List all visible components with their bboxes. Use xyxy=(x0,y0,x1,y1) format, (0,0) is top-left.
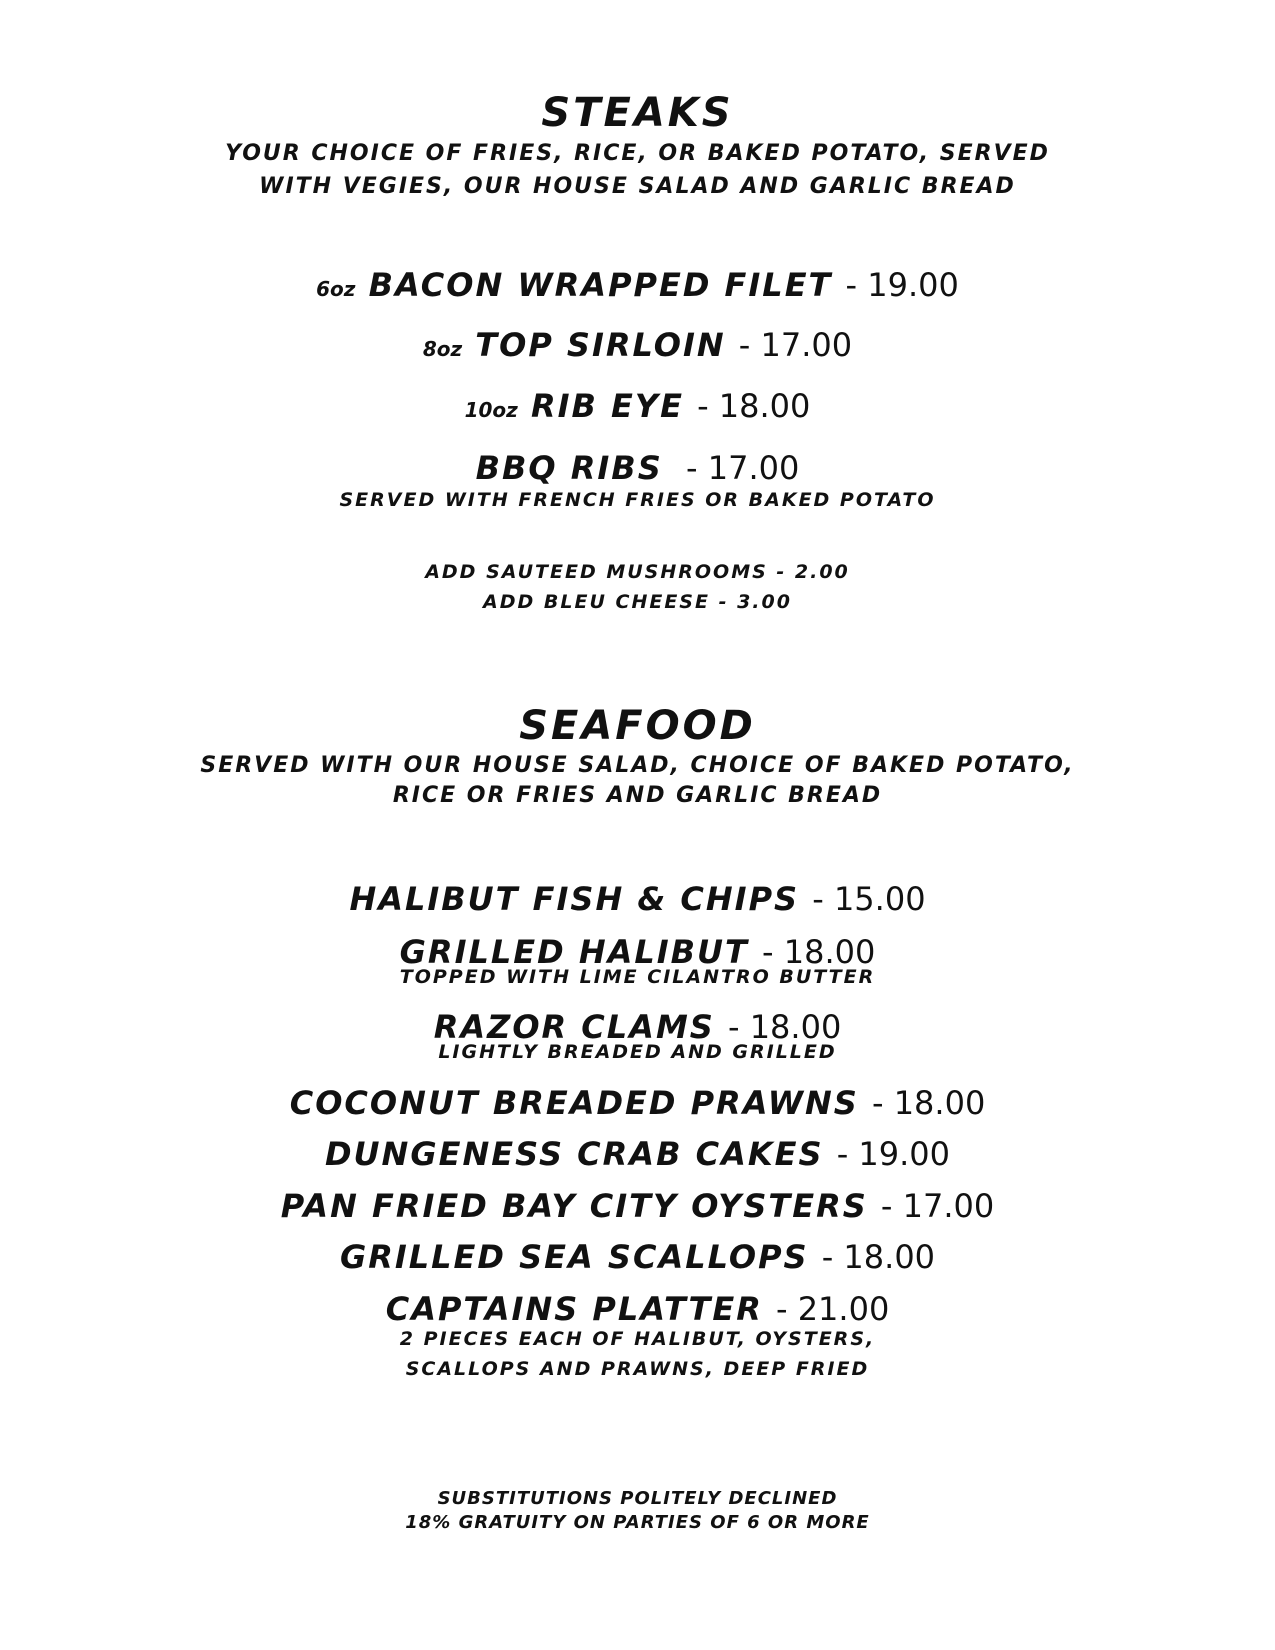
item-name: DUNGENESS CRAB CAKES xyxy=(324,1135,824,1173)
bbq-ribs-description: SERVED WITH FRENCH FRIES OR BAKED POTATO xyxy=(339,489,936,511)
menu-item-bbq-ribs xyxy=(0,448,1275,488)
item-name: PAN FRIED BAY CITY OYSTERS xyxy=(280,1187,868,1225)
item-size: 10oz xyxy=(464,398,518,422)
razor-clams-description: LIGHTLY BREADED AND GRILLED xyxy=(438,1041,837,1063)
addon-bleu-cheese: ADD BLEU CHEESE - 3.00 xyxy=(483,591,792,613)
footer-substitutions: SUBSTITUTIONS POLITELY DECLINED xyxy=(437,1488,838,1509)
menu-item-bacon-wrapped-filet xyxy=(0,265,1275,309)
steaks-title: STEAKS xyxy=(541,90,734,136)
item-name: TOP SIRLOIN xyxy=(475,326,726,364)
seafood-description-line-1: SERVED WITH OUR HOUSE SALAD, CHOICE OF BAKED POTATO, xyxy=(200,753,1075,778)
menu-item-coconut-breaded-prawns xyxy=(0,1083,1275,1123)
item-name: GRILLED HALIBUT xyxy=(399,933,749,971)
item-price: - 18.00 xyxy=(762,933,876,971)
steaks-description-line-2: WITH VEGIES, OUR HOUSE SALAD AND GARLIC BREAD xyxy=(259,174,1016,199)
menu-item-halibut-fish-chips xyxy=(0,879,1275,919)
item-price: - 17.00 xyxy=(738,326,853,364)
item-size: 8oz xyxy=(422,337,463,361)
item-price: - 17.00 xyxy=(675,449,800,487)
footer-gratuity: 18% GRATUITY ON PARTIES OF 6 OR MORE xyxy=(405,1512,870,1533)
menu-item-pan-fried-oysters xyxy=(0,1186,1275,1226)
seafood-title: SEAFOOD xyxy=(519,703,756,749)
item-price: - 17.00 xyxy=(880,1187,995,1225)
item-name: RAZOR CLAMS xyxy=(433,1008,715,1046)
item-name: CAPTAINS PLATTER xyxy=(385,1290,763,1328)
item-name: RIB EYE xyxy=(530,387,684,425)
item-price: - 18.00 xyxy=(871,1084,986,1122)
captains-platter-description-line-2: SCALLOPS AND PRAWNS, DEEP FRIED xyxy=(405,1358,870,1380)
item-name: BBQ RIBS xyxy=(475,449,663,487)
menu-item-top-sirloin xyxy=(0,325,1275,369)
seafood-description-line-2: RICE OR FRIES AND GARLIC BREAD xyxy=(392,783,883,808)
item-name: BACON WRAPPED FILET xyxy=(368,266,833,304)
item-name: COCONUT BREADED PRAWNS xyxy=(289,1084,859,1122)
item-name: GRILLED SEA SCALLOPS xyxy=(339,1238,809,1276)
item-size: 6oz xyxy=(316,277,356,301)
steaks-description-line-1: YOUR CHOICE OF FRIES, RICE, OR BAKED POTATO, SERVED xyxy=(225,141,1050,166)
item-price: - 19.00 xyxy=(845,266,959,304)
addon-mushrooms: ADD SAUTEED MUSHROOMS - 2.00 xyxy=(425,561,850,583)
menu-item-dungeness-crab-cakes xyxy=(0,1134,1275,1174)
item-price: - 18.00 xyxy=(821,1238,936,1276)
captains-platter-description-line-1: 2 PIECES EACH OF HALIBUT, OYSTERS, xyxy=(399,1328,876,1350)
menu-item-rib-eye xyxy=(0,386,1275,430)
item-price: - 18.00 xyxy=(697,387,811,425)
grilled-halibut-description: TOPPED WITH LIME CILANTRO BUTTER xyxy=(399,966,876,988)
menu-item-captains-platter xyxy=(0,1289,1275,1329)
item-name: HALIBUT FISH & CHIPS xyxy=(349,880,800,918)
item-price: - 19.00 xyxy=(836,1135,951,1173)
item-price: - 18.00 xyxy=(727,1008,842,1046)
item-price: - 21.00 xyxy=(775,1290,890,1328)
item-price: - 15.00 xyxy=(812,880,926,918)
menu-item-grilled-sea-scallops xyxy=(0,1237,1275,1277)
